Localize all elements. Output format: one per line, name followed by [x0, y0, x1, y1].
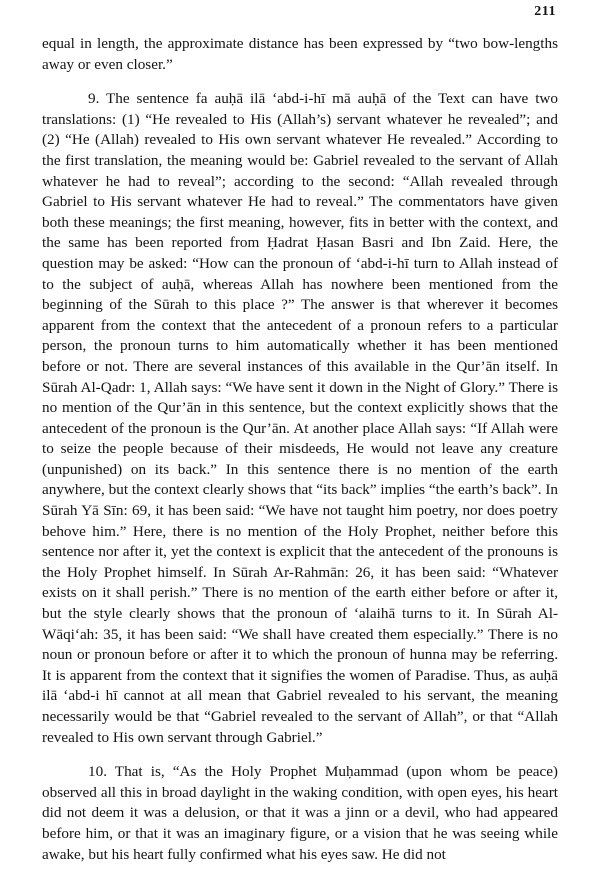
note-9-paragraph: 9. The sentence fa auḥā ilā ‘abd-i-hī mā auḥā of the Text can have two translations: (1) “He revealed to His (Allah’s) servant whatever he revealed”; and (2) “He (Allah) revealed to His own servant whatever He revealed.” According to the first translation, the meaning would be: Gabriel revealed to the servant of Allah whatever he had to reveal”; according to the second: “Allah revealed through Gabriel to His servant whatever He had to reveal.” The commentators have given both these meanings; the first meaning, however, fits in better with the context, and the same has been reported from Ḥadrat Ḥasan Basri and Ibn Zaid. Here, the question may be asked: “How can the pronoun of ‘abd-i-hī turn to Allah instead of to the subject of auḥā, whereas Allah has nowhere been mentioned from the beginning of the Sūrah to this place ?” The answer is that wherever it becomes apparent from the context that the antecedent of a pronoun refers to a particular person, the pronoun turns to him automatically whether it has been mentioned before or not. There are several instances of this available in the Qur’ān itself. In Sūrah Al-Qadr: 1, Allah says: “We have sent it down in the Night of Glory.” There is no mention of the Qur’ān in this sentence, but the context explicitly shows that the antecedent of the pronoun is the Qur’ān. At another place Allah says: “If Allah were to seize the people because of their misdeeds, He would not leave any creature (unpunished) on its back.” In this sentence there is no mention of the earth anywhere, but the context clearly shows that “its back” implies “the earth’s back”. In Sūrah Yā Sīn: 69, it has been said: “We have not taught him poetry, nor does poetry behove him.” Here, there is no mention of the Holy Prophet, neither before this sentence nor after it, yet the context is explicit that the antecedent of the pronouns is the Holy Prophet himself. In Sūrah Ar-Rahmān: 26, it has been said: “Whatever exists on it shall perish.” There is no mention of the earth either before or after it, but the style clearly shows that the pronoun of ‘alaihā turns to it. In Sūrah Al-Wāqi‘ah: 35, it has been said: “We shall have created them especially.” There is no noun or pronoun before or after it to which the pronoun of hunna may be referring. It is apparent from the context that it signifies the women of Paradise. Thus, as auḥā ilā ‘abd-i hī cannot at all mean that Gabriel revealed to his servant, the meaning necessarily would be that “Gabriel revealed to the servant of Allah”, or that “Allah revealed to His own servant through Gabriel.” — [42, 90, 558, 746]
note-10-paragraph: 10. That is, “As the Holy Prophet Muḥammad (upon whom be peace) observed all this in broad daylight in the waking condition, with open eyes, his heart did not deem it was a delusion, or that it was a jinn or a devil, who had appeared before him, or that it was an imaginary figure, or a vision that he was seeing while awake, but his heart fully confirmed what his eyes saw. He did not — [42, 763, 558, 863]
paragraph-continuation: equal in length, the approximate distance has been expressed by “two bow-lengths away or even closer.” — [42, 35, 558, 73]
page-number: 211 — [534, 4, 556, 19]
page-body — [42, 34, 558, 865]
